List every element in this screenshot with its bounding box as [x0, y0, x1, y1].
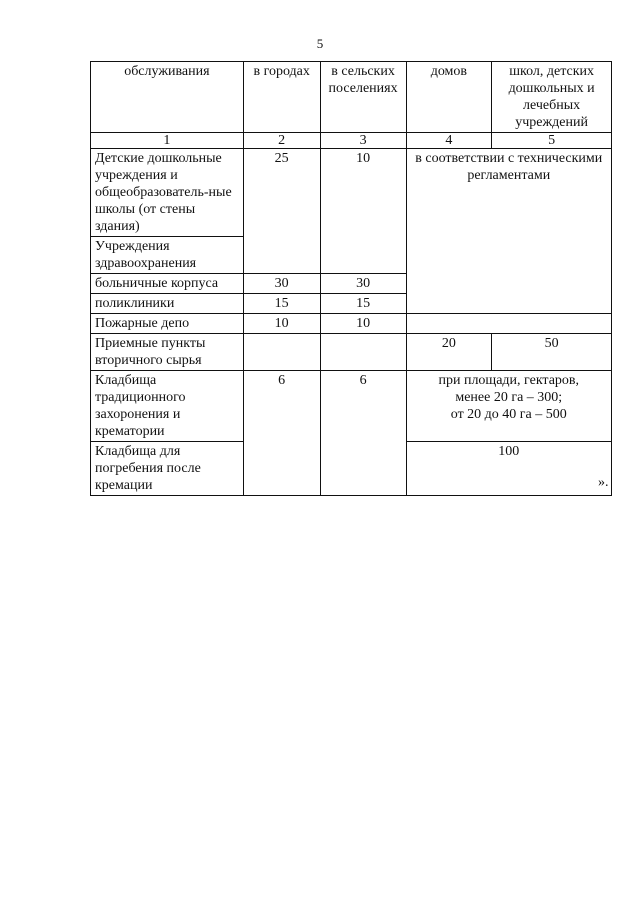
- row-label: поликлиники: [91, 294, 244, 314]
- cell-urban: 6: [243, 371, 320, 496]
- column-number: 5: [492, 133, 612, 149]
- table-row: [91, 334, 612, 371]
- table-row: [91, 314, 612, 334]
- cell-rural: 30: [320, 274, 406, 294]
- cell-urban: 25: [243, 149, 320, 274]
- cell-urban: 30: [243, 274, 320, 294]
- cell-cremation-value: 100: [406, 442, 611, 496]
- cell-urban: 10: [243, 314, 320, 334]
- column-number-row: [91, 133, 612, 149]
- row-label: Кладбища традиционного захоронения и крематории: [91, 371, 244, 442]
- cell-area-note: [406, 371, 611, 442]
- cell-rural: 10: [320, 314, 406, 334]
- row-label: Учреждения здравоохранения: [91, 237, 244, 274]
- header-col4: домов: [406, 62, 492, 133]
- header-col3: в сельских поселениях: [320, 62, 406, 133]
- area-note-line: от 20 до 40 га – 500: [450, 407, 567, 422]
- row-label: больничные корпуса: [91, 274, 244, 294]
- row-label: Детские дошкольные учреждения и общеобразователь-ные школы (от стены здания): [91, 149, 244, 237]
- cell-rural: 15: [320, 294, 406, 314]
- cell-empty: [243, 334, 320, 371]
- area-note-line: при площади, гектаров,: [438, 373, 580, 388]
- header-col2: в городах: [243, 62, 320, 133]
- row-label: Приемные пункты вторичного сырья: [91, 334, 244, 371]
- cell-regulations-note: в соответствии с техническими регламентами: [406, 149, 611, 314]
- table-row: [91, 371, 612, 442]
- cell-rural: 6: [320, 371, 406, 496]
- table-row: [91, 149, 612, 237]
- cell-schools: 50: [492, 334, 612, 371]
- header-col1: обслуживания: [91, 62, 244, 133]
- cell-empty: [406, 314, 611, 334]
- distance-table: [90, 61, 612, 496]
- column-number: 1: [91, 133, 244, 149]
- column-number: 2: [243, 133, 320, 149]
- cell-urban: 15: [243, 294, 320, 314]
- table-header-row: [91, 62, 612, 133]
- row-label: Кладбища для погребения после кремации: [91, 442, 244, 496]
- column-number: 4: [406, 133, 492, 149]
- column-number: 3: [320, 133, 406, 149]
- cell-rural: 10: [320, 149, 406, 274]
- area-note-line: менее 20 га – 300;: [455, 390, 563, 405]
- page-number: 5: [316, 36, 324, 51]
- header-col5: школ, детских дошкольных и лечебных учреждений: [492, 62, 612, 133]
- cell-empty: [320, 334, 406, 371]
- row-label: Пожарные депо: [91, 314, 244, 334]
- cell-homes: 20: [406, 334, 492, 371]
- closing-quote: ».: [598, 475, 609, 490]
